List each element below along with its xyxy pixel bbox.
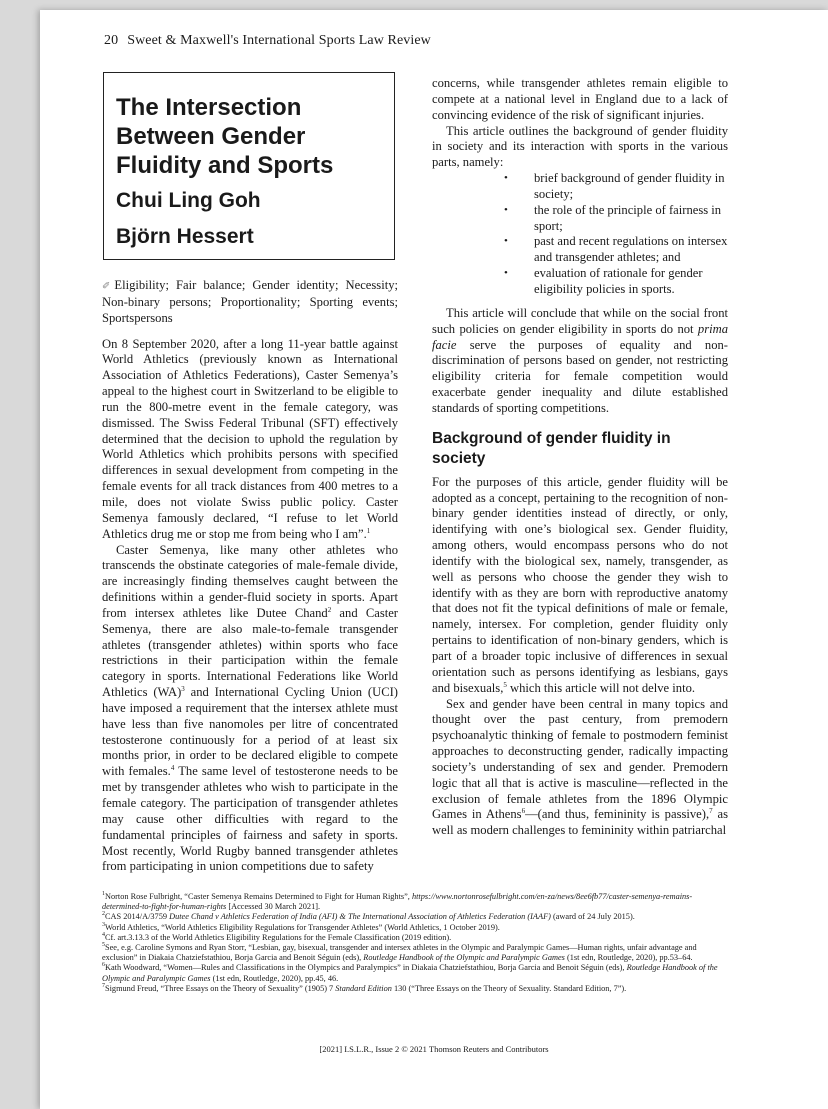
paragraph-text: and International Cycling Union (UCI) have imposed a requirement that the intersex athlete must have less than five nanomoles per litre of concentrated testosterone continuously for a period of at least six months prior, in order to be declared eligible to compete with females.	[102, 685, 398, 779]
footnotes	[102, 892, 732, 994]
paragraph-text: as well as modern challenges to femininity within patriarchal	[432, 807, 729, 838]
footnote-ref-7[interactable]: 7	[709, 807, 713, 816]
footnote-italic: Routledge Handbook of the Olympic and Paralympic Games	[363, 953, 565, 963]
footnote-3	[102, 923, 732, 933]
footnote-text: (award of 24 July 2015).	[550, 912, 635, 922]
footnote-number: 6	[102, 962, 105, 969]
paragraph-text: which this article will not delve into.	[506, 680, 696, 695]
footnote-text: (1st edn, Routledge, 2020), pp.53–64.	[564, 953, 693, 963]
list-item: • past and recent regulations on intersex and transgender athletes; and	[504, 234, 728, 266]
title-box	[103, 72, 395, 260]
footnote-ref-5[interactable]: 5	[503, 680, 507, 689]
footnote-italic: Standard Edition	[335, 983, 392, 993]
paragraph-conclusion	[432, 306, 728, 417]
journal-name: Sweet & Maxwell's International Sports Law Review	[127, 33, 431, 48]
footnote-ref-3[interactable]: 3	[181, 684, 185, 693]
paragraph-italic: prima facie	[432, 321, 728, 352]
paragraph-text: For the purposes of this article, gender fluidity will be adopted as a concept, pertaining to the recognition of non-binary gender identities instead of directly, or only, identifying with one’s biological sex. Gender fluidity, among others, would encompass persons who do not identify with the biological sex, namely, transgender, as well as persons who choose the gender they wish to identify with as they are born with reproductive anatomy that does not fit the typical definitions of male or female, namely, intersex. For completion, gender fluidity only pertains to identification of non-binary genders, which is part of a broader topic inclusive of differences in sexual orientation such as persons identifying as lesbians, gays and bisexuals,	[432, 474, 728, 695]
footnote-italic: Dutee Chand v Athletics Federation of India (AFI) & The International Association of Athletics Federation (IAAF)	[169, 912, 551, 922]
list-item: • evaluation of rationale for gender eligibility policies in sports.	[504, 266, 728, 298]
footnote-5	[102, 943, 732, 963]
author-name-2: Björn Hessert	[116, 225, 254, 248]
footnote-text: (1st edn, Routledge, 2020), pp.45, 46.	[210, 973, 339, 983]
footnote-text: Norton Rose Fulbright, “Caster Semenya Remains Determined to Fight for Human Rights”,	[105, 892, 412, 901]
footnote-number: 7	[102, 983, 105, 990]
footnote-number: 2	[102, 911, 105, 918]
keywords-text: Eligibility; Fair balance; Gender identity; Necessity; Non-binary persons; Proportionality; Sporting events; Sportspersons	[102, 278, 398, 325]
paragraph-text: The same level of testosterone needs to be met by transgender athletes who wish to participate in the female category. The participation of transgender athletes may cause other difficulties with regard to the fundamental principles of fairness and safety in sports. Most recently, World Rugby banned transgender athletes from participating in union competitions due to safety	[102, 764, 398, 874]
paragraph-2	[102, 543, 398, 876]
footnote-number: 3	[102, 921, 105, 928]
footnote-text: 130 (“Three Essays on the Theory of Sexuality. Standard Edition, 7”).	[391, 983, 627, 993]
footnote-number: 5	[102, 942, 105, 949]
right-column	[432, 76, 728, 839]
footnote-text: World Athletics, “World Athletics Eligibility Regulations for Transgender Athletes” (World Athletics, 1 October 2019).	[105, 922, 500, 932]
paragraph-text: Caster Semenya, like many other athletes who transcends the obstinate categories of male-female divide, are increasingly finding themselves caught between the definitions within a gender-fluid society in sports. Apart from intersex athletes like Dutee Chand	[102, 542, 398, 620]
footnote-text: [Accessed 30 March 2021].	[226, 902, 321, 912]
footnote-number: 1	[102, 891, 105, 898]
footnote-text: CAS 2014/A/3759	[105, 912, 170, 922]
footnote-1	[102, 892, 732, 912]
footnote-ref-6[interactable]: 6	[521, 807, 526, 816]
list-item: • the role of the principle of fairness in sport;	[504, 203, 728, 235]
paragraph-text: —(and thus, femininity is passive),	[525, 807, 710, 822]
paragraph-text: On 8 September 2020, after a long 11-year battle against World Athletics (previously known as International Association of Athletics Federations), Caster Semenya’s appeal to the highest court in Switzerland to be eligible to run the 800-metre event in the female category, was dismissed. The Swiss Federal Tribunal (SFT) effectively determined that the decision to uphold the regulation by World Athletics which prohibits persons with specified differences in sexual development from competing in the female events for all track distances from 400 metres to a mile, does not violate Swiss public policy. Caster Semenya famously declared, “I refuse to let World Athletics drug me or stop me from being who I am”.	[102, 336, 398, 541]
page-number: 20	[104, 33, 119, 48]
footnote-number: 4	[102, 932, 105, 939]
footnote-text: Cf. art.3.13.3 of the World Athletics Eligibility Regulations for the Female Classification (2019 edition).	[105, 932, 452, 942]
left-column	[102, 278, 398, 875]
paragraph-text: Sex and gender have been central in many topics and thought over the past century, from premodern psychoanalytic thinking of female to postmodern feminist approaches to deconstructing gender, radically impacting society’s understanding of sex and gender. Premodern logic that all that is active is masculine—reflected in the exclusion of female athletes from the 1896 Olympic Games in Athens	[432, 696, 728, 822]
paragraph-sex-and-gender	[432, 697, 728, 840]
footnote-4	[102, 933, 732, 943]
list-item: • brief background of gender fluidity in society;	[504, 171, 728, 203]
keywords	[102, 278, 398, 327]
running-head	[104, 33, 431, 49]
paragraph-text: and Caster Semenya, there are also male-to-female transgender athletes (transgender athletes) within sports who face restrictions in their participation within the female category in sports. International Federations like World Athletics (WA)	[102, 605, 399, 700]
author-name-1: Chui Ling Goh	[116, 189, 261, 212]
paragraph-gender-fluidity	[432, 475, 728, 697]
section-heading: Background of gender fluidity in society	[432, 429, 671, 467]
footnote-2	[102, 912, 732, 922]
footnote-ref-1[interactable]: 1	[366, 526, 371, 535]
paragraph-outline: This article outlines the background of gender fluidity in society and its interaction with sports in the various parts, namely:	[432, 123, 728, 170]
footnote-link[interactable]: https://www.nortonrosefulbright.com/en-za/news/8ee6fb77/caster-semenya-remains-determined-to-fight-for-human-rights	[102, 892, 693, 912]
page-footer: [2021] I.S.L.R., Issue 2 © 2021 Thomson Reuters and Contributors	[319, 1044, 549, 1054]
paragraph-text: This article will conclude that while on the social front such policies on gender eligibility in sports do not	[432, 305, 728, 336]
journal-page	[40, 10, 828, 1109]
article-title-line-1: The Intersection	[116, 94, 302, 121]
pen-icon: ✐	[102, 281, 111, 292]
article-title-line-3: Fluidity and Sports	[116, 152, 334, 179]
footnote-ref-2[interactable]: 2	[327, 605, 332, 614]
footnote-6	[102, 963, 732, 983]
footnote-text: Sigmund Freud, “Three Essays on the Theory of Sexuality” (1905) 7	[105, 983, 336, 993]
outline-list	[432, 171, 728, 298]
footnote-7	[102, 984, 732, 994]
footnote-ref-4[interactable]: 4	[170, 764, 175, 773]
article-title-line-2: Between Gender	[116, 123, 306, 150]
paragraph-text: serve the purposes of equality and non-discrimination of persons based on gender, not restricting eligibility criteria for female competition would exacerbate gender inequality and dilute established standards of sporting competitions.	[432, 337, 728, 415]
footnote-text: Kath Woodward, “Women—Rules and Classifications in the Olympics and Paralympics” in Diakaia Chatziefstathiou, Borja Garcia and Benoit Séguin (eds),	[105, 963, 627, 973]
footnote-italic: Routledge Handbook of the Olympic and Paralympic Games	[102, 963, 718, 983]
paragraph-1	[102, 337, 398, 543]
paragraph-continued: concerns, while transgender athletes remain eligible to compete at a national level in England due to a lack of convincing evidence of the risk of significant injuries.	[432, 76, 728, 122]
footnote-text: See, e.g. Caroline Symons and Ryan Storr, “Lesbian, gay, bisexual, transgender and intersex athletes in the Olympic and Paralympic Games—Human rights, unfair advantage and exclusion” in Diakaia Chatziefstathiou, Borja Garcia and Benoit Séguin (eds),	[102, 943, 697, 963]
